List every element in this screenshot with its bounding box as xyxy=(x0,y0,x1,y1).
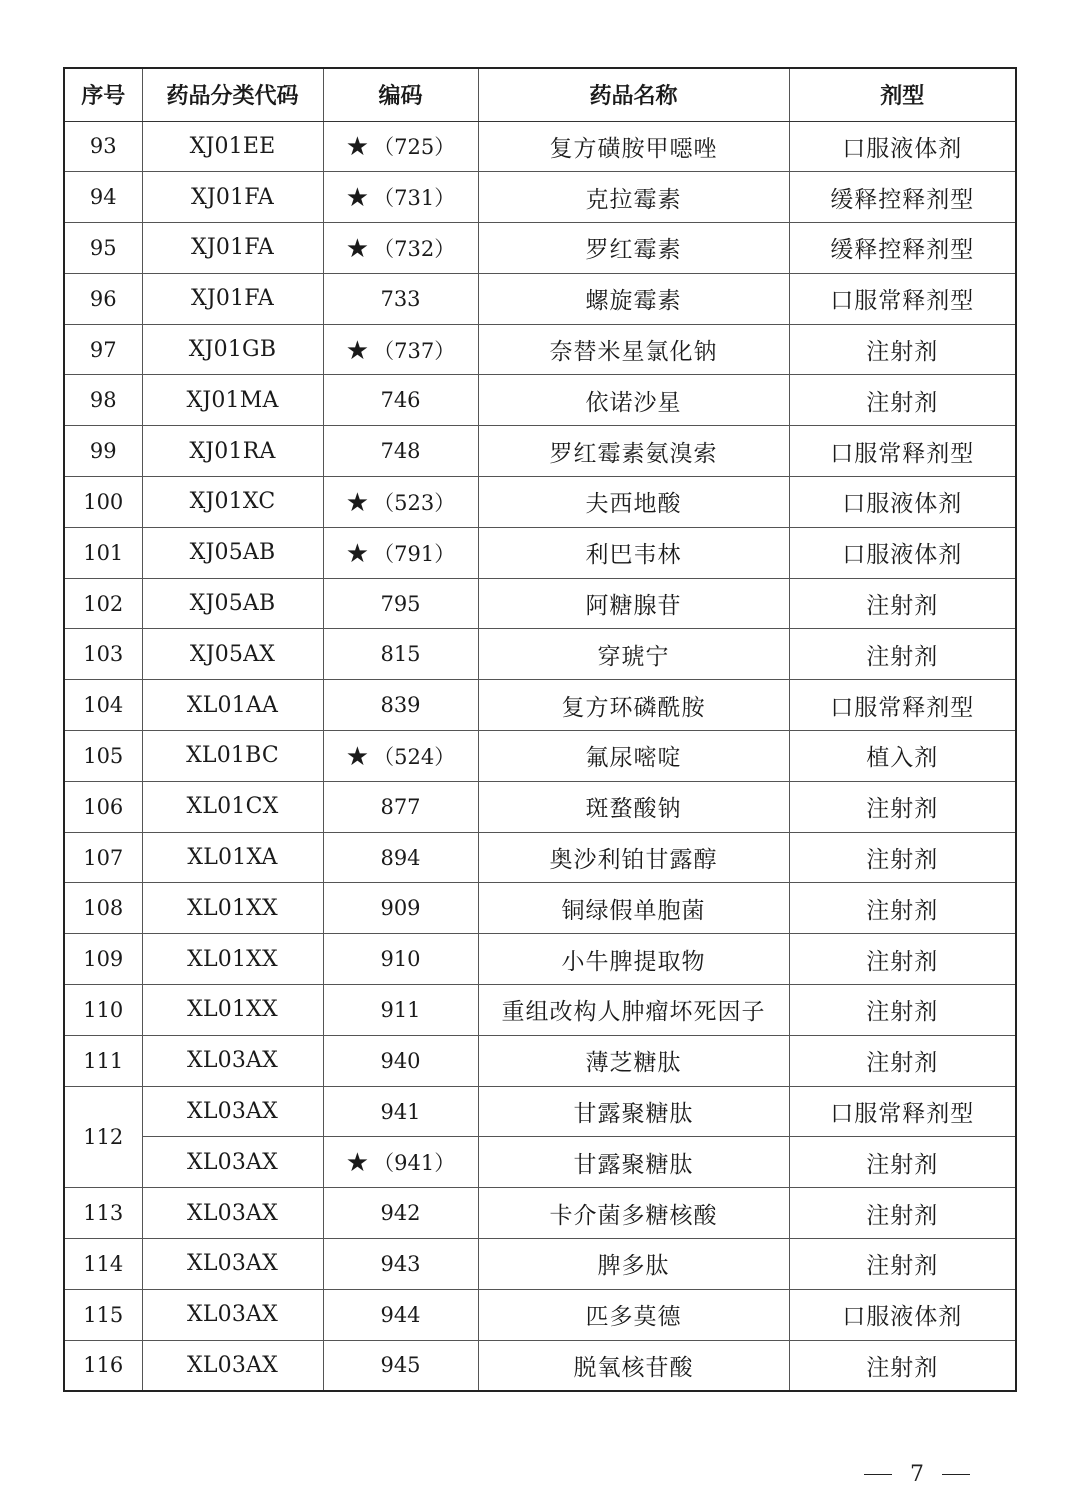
star-icon: ★ xyxy=(345,233,370,264)
cell-seq: 98 xyxy=(64,375,142,426)
cell-code xyxy=(323,629,478,680)
header-form: 剂型 xyxy=(789,68,1016,121)
code-value: 909 xyxy=(380,896,421,921)
cell-seq: 104 xyxy=(64,680,142,731)
star-icon: ★ xyxy=(345,183,370,214)
cell-drug-name: 脱氧核苷酸 xyxy=(478,1340,789,1391)
cell-dosage-form: 注射剂 xyxy=(789,629,1016,680)
cell-dosage-form: 口服常释剂型 xyxy=(789,426,1016,477)
cell-drug-name: 克拉霉素 xyxy=(478,172,789,223)
cell-class-code: XL01BC xyxy=(142,731,323,782)
cell-class-code: XJ01EE xyxy=(142,121,323,172)
code-value: （523） xyxy=(373,490,456,515)
cell-seq: 110 xyxy=(64,985,142,1036)
table-row xyxy=(64,1086,1016,1137)
cell-drug-name: 薄芝糖肽 xyxy=(478,1035,789,1086)
cell-code xyxy=(323,121,478,172)
cell-dosage-form: 口服液体剂 xyxy=(789,121,1016,172)
cell-seq: 112 xyxy=(64,1086,142,1188)
cell-class-code: XJ05AB xyxy=(142,578,323,629)
table-row xyxy=(64,1188,1016,1239)
cell-dosage-form: 缓释控释剂型 xyxy=(789,172,1016,223)
table-row xyxy=(64,324,1016,375)
code-value: 945 xyxy=(380,1353,421,1378)
cell-code xyxy=(323,1035,478,1086)
cell-seq: 95 xyxy=(64,223,142,274)
cell-dosage-form: 注射剂 xyxy=(789,934,1016,985)
table-body xyxy=(64,121,1016,1391)
table-row xyxy=(64,629,1016,680)
table-row xyxy=(64,375,1016,426)
cell-seq: 109 xyxy=(64,934,142,985)
cell-drug-name: 甘露聚糖肽 xyxy=(478,1086,789,1137)
cell-class-code: XJ01RA xyxy=(142,426,323,477)
table-row xyxy=(64,1289,1016,1340)
header-name: 药品名称 xyxy=(478,68,789,121)
cell-code xyxy=(323,1289,478,1340)
cell-seq: 111 xyxy=(64,1035,142,1086)
cell-drug-name: 脾多肽 xyxy=(478,1239,789,1290)
cell-drug-name: 甘露聚糖肽 xyxy=(478,1137,789,1188)
cell-dosage-form: 口服液体剂 xyxy=(789,477,1016,528)
table-row xyxy=(64,273,1016,324)
cell-dosage-form: 口服液体剂 xyxy=(789,1289,1016,1340)
cell-code xyxy=(323,375,478,426)
cell-code xyxy=(323,1340,478,1391)
code-value: 910 xyxy=(380,947,421,972)
cell-drug-name: 夫西地酸 xyxy=(478,477,789,528)
code-value: 941 xyxy=(380,1099,421,1124)
cell-code xyxy=(323,781,478,832)
cell-drug-name: 奈替米星氯化钠 xyxy=(478,324,789,375)
code-value: 815 xyxy=(380,642,421,667)
cell-code xyxy=(323,1188,478,1239)
code-value: （732） xyxy=(373,236,456,261)
cell-code xyxy=(323,680,478,731)
cell-drug-name: 匹多莫德 xyxy=(478,1289,789,1340)
table-row xyxy=(64,1137,1016,1188)
cell-class-code: XL03AX xyxy=(142,1188,323,1239)
code-value: （737） xyxy=(373,338,456,363)
cell-dosage-form: 口服常释剂型 xyxy=(789,1086,1016,1137)
cell-dosage-form: 植入剂 xyxy=(789,731,1016,782)
cell-seq: 97 xyxy=(64,324,142,375)
cell-drug-name: 卡介菌多糖核酸 xyxy=(478,1188,789,1239)
cell-class-code: XJ01FA xyxy=(142,172,323,223)
table-header-row xyxy=(64,68,1016,121)
table-row xyxy=(64,934,1016,985)
table-row xyxy=(64,985,1016,1036)
cell-seq: 116 xyxy=(64,1340,142,1391)
code-value: 894 xyxy=(380,845,421,870)
cell-seq: 107 xyxy=(64,832,142,883)
cell-class-code: XL03AX xyxy=(142,1340,323,1391)
cell-code xyxy=(323,477,478,528)
cell-code xyxy=(323,527,478,578)
cell-drug-name: 重组改构人肿瘤坏死因子 xyxy=(478,985,789,1036)
cell-drug-name: 铜绿假单胞菌 xyxy=(478,883,789,934)
cell-seq: 102 xyxy=(64,578,142,629)
cell-class-code: XL03AX xyxy=(142,1086,323,1137)
cell-seq: 94 xyxy=(64,172,142,223)
header-code: 编码 xyxy=(323,68,478,121)
cell-code xyxy=(323,223,478,274)
table-row xyxy=(64,1239,1016,1290)
cell-seq: 115 xyxy=(64,1289,142,1340)
code-value: 746 xyxy=(380,388,421,413)
cell-code xyxy=(323,1086,478,1137)
cell-class-code: XJ01XC xyxy=(142,477,323,528)
table-row xyxy=(64,731,1016,782)
star-icon: ★ xyxy=(345,1148,370,1179)
cell-drug-name: 依诺沙星 xyxy=(478,375,789,426)
cell-class-code: XL01AA xyxy=(142,680,323,731)
code-value: （791） xyxy=(373,541,456,566)
cell-code xyxy=(323,985,478,1036)
cell-code xyxy=(323,273,478,324)
code-value: （524） xyxy=(373,744,456,769)
cell-class-code: XJ01GB xyxy=(142,324,323,375)
code-value: 733 xyxy=(380,286,421,311)
cell-seq: 93 xyxy=(64,121,142,172)
cell-code xyxy=(323,883,478,934)
cell-dosage-form: 注射剂 xyxy=(789,1239,1016,1290)
cell-dosage-form: 注射剂 xyxy=(789,832,1016,883)
cell-dosage-form: 注射剂 xyxy=(789,781,1016,832)
cell-code xyxy=(323,1137,478,1188)
cell-code xyxy=(323,1239,478,1290)
cell-drug-name: 氟尿嘧啶 xyxy=(478,731,789,782)
cell-dosage-form: 缓释控释剂型 xyxy=(789,223,1016,274)
cell-class-code: XL03AX xyxy=(142,1289,323,1340)
code-value: 943 xyxy=(380,1251,421,1276)
cell-drug-name: 阿糖腺苷 xyxy=(478,578,789,629)
cell-seq: 96 xyxy=(64,273,142,324)
table-row xyxy=(64,121,1016,172)
cell-class-code: XL01XA xyxy=(142,832,323,883)
table-row xyxy=(64,172,1016,223)
code-value: 944 xyxy=(380,1302,421,1327)
header-seq: 序号 xyxy=(64,68,142,121)
cell-drug-name: 螺旋霉素 xyxy=(478,273,789,324)
cell-seq: 114 xyxy=(64,1239,142,1290)
star-icon: ★ xyxy=(345,132,370,163)
cell-dosage-form: 注射剂 xyxy=(789,985,1016,1036)
cell-class-code: XJ05AB xyxy=(142,527,323,578)
code-value: 877 xyxy=(380,794,421,819)
cell-class-code: XJ01FA xyxy=(142,273,323,324)
cell-class-code: XL03AX xyxy=(142,1239,323,1290)
cell-dosage-form: 注射剂 xyxy=(789,883,1016,934)
cell-dosage-form: 注射剂 xyxy=(789,324,1016,375)
code-value: 940 xyxy=(380,1048,421,1073)
cell-drug-name: 奥沙利铂甘露醇 xyxy=(478,832,789,883)
cell-dosage-form: 注射剂 xyxy=(789,1340,1016,1391)
star-icon: ★ xyxy=(345,335,370,366)
cell-dosage-form: 注射剂 xyxy=(789,578,1016,629)
table-row xyxy=(64,426,1016,477)
cell-drug-name: 罗红霉素 xyxy=(478,223,789,274)
cell-class-code: XL01XX xyxy=(142,985,323,1036)
table-row xyxy=(64,1340,1016,1391)
cell-dosage-form: 注射剂 xyxy=(789,1137,1016,1188)
code-value: 839 xyxy=(380,693,421,718)
cell-seq: 108 xyxy=(64,883,142,934)
code-value: 911 xyxy=(380,997,421,1022)
cell-class-code: XJ01MA xyxy=(142,375,323,426)
cell-dosage-form: 口服液体剂 xyxy=(789,527,1016,578)
cell-code xyxy=(323,934,478,985)
cell-seq: 105 xyxy=(64,731,142,782)
cell-code xyxy=(323,578,478,629)
cell-dosage-form: 口服常释剂型 xyxy=(789,273,1016,324)
cell-drug-name: 罗红霉素氨溴索 xyxy=(478,426,789,477)
page-number: 7 xyxy=(910,1462,924,1487)
table-row xyxy=(64,1035,1016,1086)
cell-code xyxy=(323,426,478,477)
cell-seq: 106 xyxy=(64,781,142,832)
cell-dosage-form: 注射剂 xyxy=(789,1188,1016,1239)
footer-dash-left xyxy=(864,1474,892,1476)
code-value: 748 xyxy=(380,439,421,464)
code-value: （725） xyxy=(373,135,456,160)
code-value: 942 xyxy=(380,1201,421,1226)
cell-seq: 100 xyxy=(64,477,142,528)
table-row xyxy=(64,477,1016,528)
table-row xyxy=(64,680,1016,731)
header-class-code: 药品分类代码 xyxy=(142,68,323,121)
table-row xyxy=(64,578,1016,629)
footer-dash-right xyxy=(942,1474,970,1476)
cell-code xyxy=(323,172,478,223)
table-row xyxy=(64,781,1016,832)
drug-table xyxy=(63,67,1017,1392)
cell-drug-name: 利巴韦林 xyxy=(478,527,789,578)
cell-seq: 99 xyxy=(64,426,142,477)
cell-class-code: XL03AX xyxy=(142,1137,323,1188)
cell-seq: 101 xyxy=(64,527,142,578)
cell-code xyxy=(323,731,478,782)
cell-code xyxy=(323,832,478,883)
table-row xyxy=(64,223,1016,274)
cell-drug-name: 小牛脾提取物 xyxy=(478,934,789,985)
code-value: （941） xyxy=(373,1151,456,1176)
cell-dosage-form: 注射剂 xyxy=(789,375,1016,426)
cell-class-code: XL01CX xyxy=(142,781,323,832)
table-row xyxy=(64,527,1016,578)
cell-class-code: XL01XX xyxy=(142,934,323,985)
cell-code xyxy=(323,324,478,375)
table-row xyxy=(64,832,1016,883)
cell-drug-name: 斑蝥酸钠 xyxy=(478,781,789,832)
cell-class-code: XL03AX xyxy=(142,1035,323,1086)
cell-seq: 113 xyxy=(64,1188,142,1239)
cell-class-code: XJ05AX xyxy=(142,629,323,680)
star-icon: ★ xyxy=(345,487,370,518)
cell-dosage-form: 注射剂 xyxy=(789,1035,1016,1086)
cell-seq: 103 xyxy=(64,629,142,680)
cell-drug-name: 穿琥宁 xyxy=(478,629,789,680)
code-value: 795 xyxy=(380,591,421,616)
cell-class-code: XL01XX xyxy=(142,883,323,934)
star-icon: ★ xyxy=(345,741,370,772)
cell-drug-name: 复方磺胺甲噁唑 xyxy=(478,121,789,172)
cell-class-code: XJ01FA xyxy=(142,223,323,274)
table-row xyxy=(64,883,1016,934)
cell-dosage-form: 口服常释剂型 xyxy=(789,680,1016,731)
code-value: （731） xyxy=(373,186,456,211)
star-icon: ★ xyxy=(345,538,370,569)
cell-drug-name: 复方环磷酰胺 xyxy=(478,680,789,731)
page-footer xyxy=(864,1462,984,1487)
